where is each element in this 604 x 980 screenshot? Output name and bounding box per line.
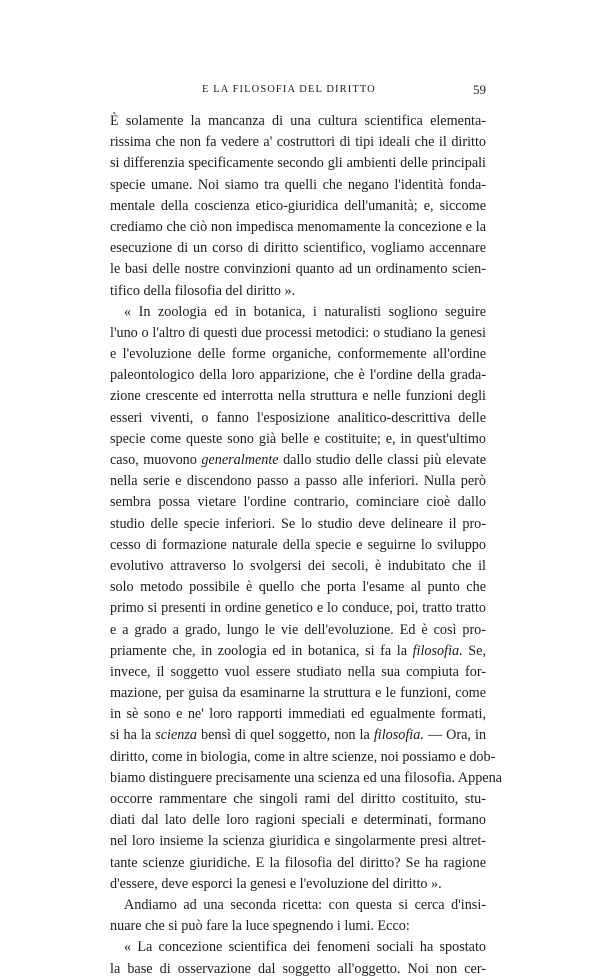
text-line: tifico della filosofia del diritto ». — [110, 282, 296, 299]
text-line: le basi delle nostre convinzioni quanto ad un ordinamento scien- — [110, 261, 486, 278]
text-line: esseri viventi, o fanno l'esposizione analitico-descrittiva delle — [110, 409, 486, 426]
text-line: mazione, per guisa da esaminarne la struttura e le funzioni, come — [110, 685, 486, 702]
text-line: solo metodo possibile è quello che porta l'esame al punto che — [110, 579, 486, 596]
text-line: caso, muovono generalmente dallo studio delle classi più elevate — [110, 452, 486, 468]
text-line: priamente che, in zoologia ed in botanica, si fa la filosofia. Se, — [110, 642, 487, 659]
text-line: occorre rammentare che singoli rami del diritto costituito, stu- — [110, 791, 486, 807]
text-line: mentale della coscienza etico-giuridica dell'umanità; e, siccome — [110, 197, 486, 214]
text-line: nel loro insieme la scienza giuridica e singolarmente presi altret- — [110, 833, 486, 850]
page-number: 59 — [473, 82, 486, 97]
body-text — [110, 111, 502, 980]
text-line: rissima che non fa vedere a' costruttori di tipi ideali che il diritto — [110, 134, 486, 151]
text-line: cesso di formazione naturale della specie e seguirne lo sviluppo — [110, 536, 486, 553]
text-line: si differenzia specificamente secondo gli ambienti delle principali — [110, 155, 486, 172]
text-line: evolutivo attraverso lo svolgersi dei secoli, è indubitato che il — [110, 557, 486, 574]
text-line: « La concezione scientifica dei fenomeni sociali ha spostato — [124, 939, 486, 956]
running-title: E LA FILOSOFIA DEL DIRITTO — [202, 84, 376, 95]
text-line: esecuzione di un corso di diritto scientifico, vogliamo accennare — [110, 240, 486, 257]
text-line: e l'evoluzione delle forme organiche, conformemente all'ordine — [110, 346, 486, 363]
text-line: diati dal lato delle loro ragioni speciali e determinati, formano — [110, 812, 486, 829]
text-line: « In zoologia ed in botanica, i naturalisti sogliono seguire — [124, 303, 486, 320]
text-line: biamo distinguere precisamente una scienza ed una filosofia. Appena — [110, 769, 502, 786]
text-line: diritto, come in biologia, come in altre scienze, noi possiamo e dob- — [110, 748, 496, 765]
text-line: tante scienze giuridiche. E la filosofia del diritto? Se ha ragione — [110, 854, 486, 871]
text-line: invece, il soggetto vuol essere studiato nella sua compiuta for- — [110, 663, 486, 680]
text-line: l'uno o l'altro di questi due processi metodici: o studiano la genesi — [110, 324, 486, 341]
text-line: d'essere, deve esporci la genesi e l'evoluzione del diritto ». — [110, 875, 442, 892]
text-line: si ha la scienza bensì di quel soggetto, non la filosofia. — Ora, in — [110, 727, 487, 744]
text-line: studio delle specie inferiori. Se lo studio deve delineare il pro- — [110, 515, 486, 532]
text-line: sembra possa vietare l'ordine contrario, cominciare cioè dallo — [110, 494, 486, 511]
text-line: È solamente la mancanza di una cultura scientifica elementa- — [110, 113, 486, 129]
text-line: la base di osservazione dal soggetto all'oggetto. Noi non cer- — [110, 960, 486, 977]
text-line: primo si presenti in ordine genetico e lo conduce, poi, tratto tratto — [110, 600, 486, 617]
page-header — [110, 82, 486, 102]
text-line: in sè sono e ne' loro rapporti immediati ed egualmente formati, — [110, 706, 486, 723]
text-line: paleontologico della loro apparizione, che è l'ordine della grada- — [110, 367, 486, 384]
text-line: e a grado a grado, lungo le vie dell'evoluzione. Ed è così pro- — [110, 621, 486, 638]
text-line: Andiamo ad una seconda ricetta: con questa si cerca d'insi- — [124, 896, 486, 913]
text-line: crediamo che ciò non impedisca menomamente la concezione e la — [110, 218, 486, 235]
text-line: nuare che si può fare la luce spegnendo i lumi. Ecco: — [110, 918, 410, 935]
text-line: specie umane. Noi siamo tra quelli che negano l'identità fonda- — [110, 176, 486, 193]
text-line: specie come queste sono già belle e costituite; e, in quest'ultimo — [110, 430, 486, 447]
text-line: nella serie e discendono passo a passo alle inferiori. Nulla però — [110, 473, 486, 490]
text-line: zione crescente ed interrotta nella struttura e nelle funzioni degli — [110, 388, 486, 405]
